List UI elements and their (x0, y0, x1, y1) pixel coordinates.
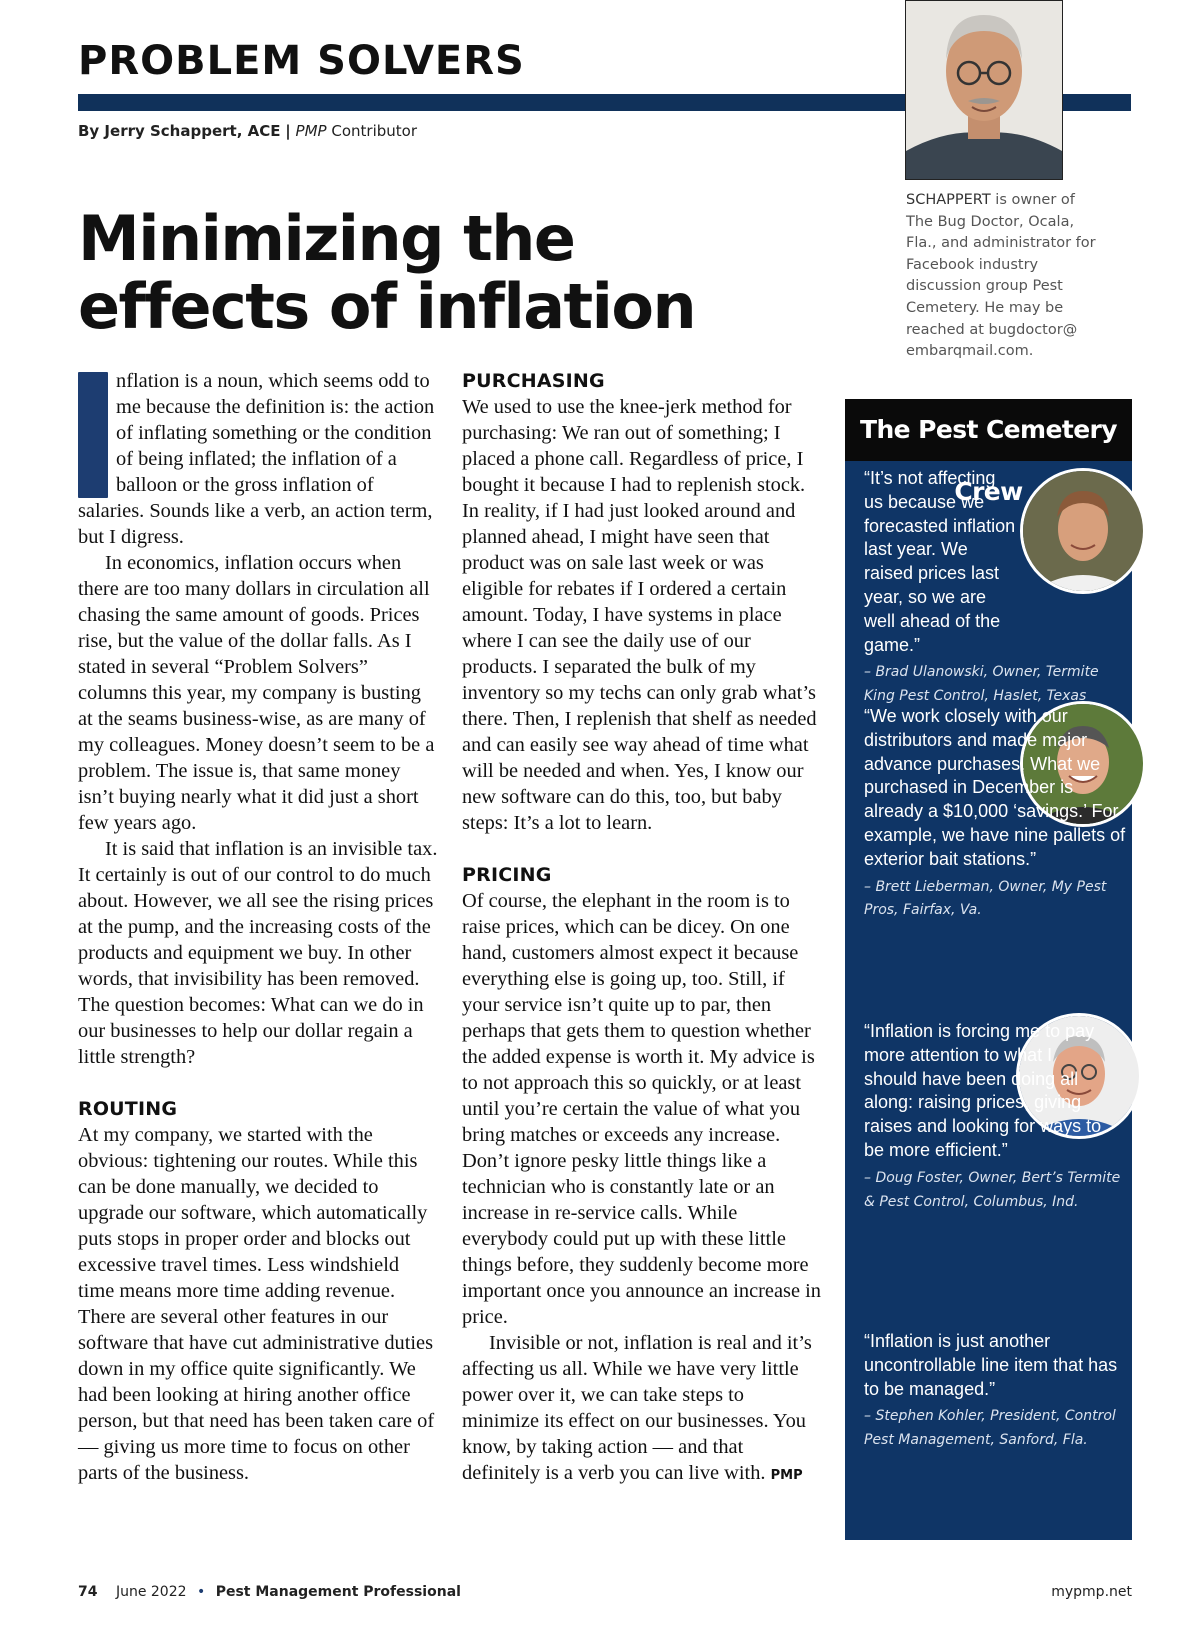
byline-separator: | (285, 122, 291, 140)
footer-website: mypmp.net (1051, 1584, 1132, 1600)
headline-line-1: Minimizing the (78, 202, 575, 275)
author-bio-text: is owner of The Bug Doctor, Ocala, Fla., and administrator for Facebook industry discussion group Pest Cemetery. He may be reached at bugdoctor@ embarqmail.com. (906, 192, 1096, 360)
heading-routing: ROUTING (78, 1098, 178, 1120)
author-bio (906, 190, 1106, 363)
footer-bullet: • (196, 1584, 206, 1600)
paragraph-invisible-tax: It is said that inflation is an invisible tax. It certainly is out of our control to do much about. However, we all see the rising prices at the pump, and the increasing costs of the products and equipment we buy. In other words, that invisibility has been removed. The question becomes: What can we do in our businesses to help our dollar regain a little strength? (78, 838, 438, 1068)
end-signature: PMP (770, 1468, 803, 1483)
heading-purchasing: PURCHASING (462, 370, 605, 392)
quote-1-attribution: – Brad Ulanowski, Owner, Termite King Pest Control, Haslet, Texas (864, 664, 1099, 705)
quote-3-attribution: – Doug Foster, Owner, Bert’s Termite & Pest Control, Columbus, Ind. (864, 1169, 1121, 1210)
author-photo (905, 0, 1063, 180)
sidebar-title: The Pest Cemetery Crew (845, 399, 1132, 461)
quote-3 (864, 1020, 1126, 1214)
paragraph-closing (462, 1330, 824, 1489)
page-number: 74 (78, 1584, 98, 1600)
author-portrait-graphic (906, 1, 1062, 179)
quote-4-text: “Inflation is just another uncontrollable line item that has to be managed.” (864, 1331, 1118, 1399)
article-column-2 (462, 368, 824, 1489)
article-column-1 (78, 368, 440, 1486)
quote-1-text: “It’s not affecting us because we forecasted inflation last year. We raised prices last year, so we are well ahead of the game.” (864, 468, 1016, 655)
quote-3-text: “Inflation is forcing me to pay more attention to what I should have been doing all along: raising prices, giving raises and looking for ways to be more efficient.” (864, 1021, 1102, 1160)
quote-4 (864, 1330, 1126, 1453)
issue-date: June 2022 (115, 1584, 187, 1600)
byline-author: By Jerry Schappert, ACE (78, 122, 281, 140)
headline-line-2: effects of inflation (78, 270, 696, 343)
quote-2 (864, 705, 1126, 923)
drop-cap-letter-i (78, 372, 108, 498)
footer-left (78, 1584, 461, 1600)
byline-role: Contributor (331, 122, 417, 140)
paragraph-pricing: Of course, the elephant in the room is to raise prices, which can be dicey. On one hand, customers almost expect it because everything else is going up, too. Still, if your service isn’t quite up to par, then perhaps that gets them to question whether the added expense is worth it. My advice is to not approach this so quickly, or at least until you’re certain the value of what you bring matches or exceeds any increase. Don’t ignore pesky little things like a technician who is constantly late or an increase in re-service calls. While everybody could put up with these little things before, they suddenly become more important once you announce an increase in price. (462, 890, 821, 1328)
intro-text: nflation is a noun, which seems odd to me because the definition is: the action of inflating something or the condition of being inflated; the inflation of a balloon or the gross inflation of salaries. Sounds like a verb, an action term, but I digress. (78, 370, 435, 548)
quote-4-attribution: – Stephen Kohler, President, Control Pest Management, Sanford, Fla. (864, 1408, 1116, 1449)
author-bio-name: SCHAPPERT (906, 192, 991, 208)
quote-1 (864, 467, 1126, 709)
quote-2-text: “We work closely with our distributors and made major advance purchases. What we purchased in December is already a $10,000 ‘savings.’ For example, we have nine pallets of exterior bait stations.” (864, 706, 1126, 869)
closing-text: Invisible or not, inflation is real and it’s affecting us all. While we have very little power over it, we can take steps to minimize its effect on our businesses. You know, by taking action — and that definitely is a verb you can live with. (462, 1332, 812, 1484)
byline (78, 122, 417, 140)
magazine-name: Pest Management Professional (215, 1584, 461, 1600)
section-title: PROBLEM SOLVERS (78, 38, 525, 84)
spacer (78, 1070, 440, 1096)
article-headline (78, 202, 696, 343)
byline-publication: PMP (295, 122, 327, 140)
paragraph-routing: At my company, we started with the obvious: tightening our routes. While this can be done manually, we decided to upgrade our software, which automatically puts stops in proper order and blocks out excessive travel times. Less windshield time means more time adding revenue. There are several other features in our software that have cut administrative duties down in my office quite significantly. We had been looking at hiring another office person, but that need has been taken care of — giving us more time to focus on other parts of the business. (78, 1124, 435, 1484)
heading-pricing: PRICING (462, 864, 552, 886)
paragraph-purchasing: We used to use the knee-jerk method for purchasing: We ran out of something; I placed a phone call. Regardless of price, I bought it because I had to replenish stock. In reality, if I had just looked around and planned ahead, I might have seen that product was on sale last week or was eligible for rebates if I ordered a certain amount. Today, I have systems in place where I can see the daily use of our products. I separated the bulk of my inventory so my techs can only grab what’s there. Then, I replenish that shelf as needed and can easily see way ahead of time what will be needed and when. Yes, I know our new software can do this, too, but baby steps: It’s a lot to learn. (462, 396, 817, 834)
paragraph-economics: In economics, inflation occurs when there are too many dollars in circulation all chasing the same amount of goods. Prices rise, but the value of the dollar falls. As I stated in several “Problem Solvers” columns this year, my company is busting at the seams business-wise, as are many of my colleagues. Money doesn’t seem to be a problem. The issue is, that same money isn’t buying nearly what it did just a short few years ago. (78, 552, 435, 834)
pest-cemetery-crew-sidebar (845, 399, 1132, 1540)
quote-2-attribution: – Brett Lieberman, Owner, My Pest Pros, Fairfax, Va. (864, 878, 1107, 919)
spacer (462, 836, 824, 862)
intro-paragraph (78, 368, 440, 550)
